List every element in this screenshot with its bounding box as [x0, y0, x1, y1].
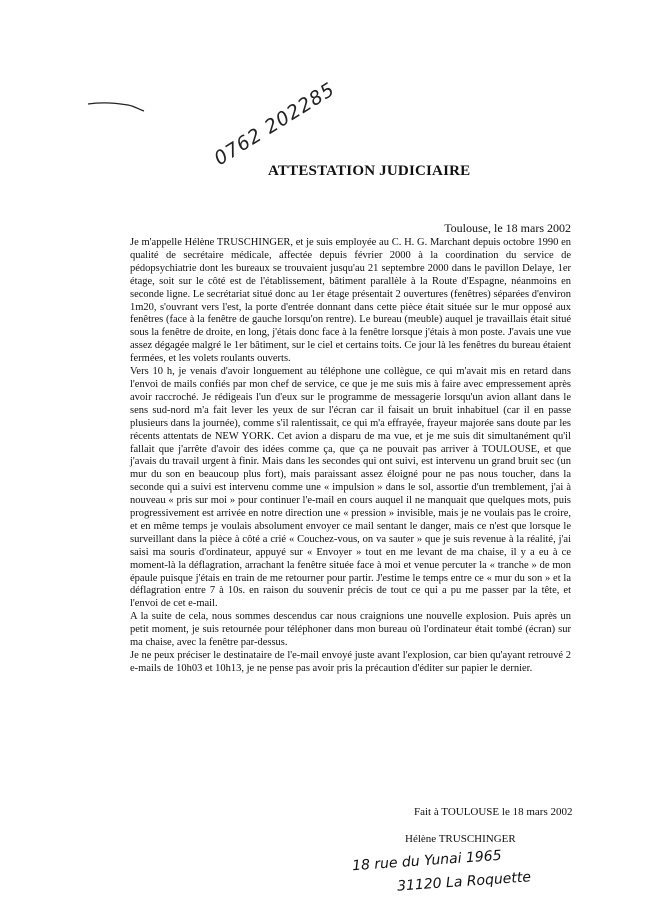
handwritten-address-line-2: 31120 La Roquette — [396, 869, 532, 895]
attestation-body — [130, 237, 571, 676]
body-paragraph: A la suite de cela, nous sommes descendus car nous craignions une nouvelle explosion. Puis après un petit moment, je suis retournée pour téléphoner dans mon bureau où l'ordinateur était tombé (écran) sur ma chaise, avec la fenêtre par-dessus. — [130, 611, 571, 649]
pen-stroke-mark — [86, 96, 146, 116]
handwritten-address-line-1: 18 rue du Yunai 1965 — [351, 847, 503, 875]
body-paragraph: Je m'appelle Hélène TRUSCHINGER, et je suis employée au C. H. G. Marchant depuis octobre 1990 en qualité de secrétaire médicale, affectée depuis février 2000 à la coordination du service de pédopsychiatrie dont les bureaux se trouvaient jusqu'au 21 septembre 2000 dans le pavillon Delaye, 1er étage, soit sur le côté est de l'établissement, bâtiment parallèle à la Route d'Espagne, néanmoins en seconde ligne. Le secrétariat situé donc au 1er étage présentait 2 ouvertures (fenêtres) séparées d'environ 1m20, s'ouvrant vers l'est, la porte d'entrée donnant dans cette pièce était située sur le mur opposé aux fenêtres (face à la fenêtre de gauche lorsqu'on rentre). Le bureau (meuble) auquel je travaillais était situé sous la fenêtre de droite, en long, j'étais donc face à la fenêtre lorsque j'étais à mon poste. J'avais une vue assez dégagée malgré le 1er bâtiment, sur le ciel et certains toits. Ce jour là les fenêtres du bureau étaient fermées, et les volets roulants ouverts. — [130, 237, 571, 365]
place-date: Toulouse, le 18 mars 2002 — [444, 221, 571, 235]
handwritten-reference-number: 0762 202285 — [210, 78, 339, 170]
signature-place-date: Fait à TOULOUSE le 18 mars 2002 — [414, 806, 573, 818]
body-paragraph: Vers 10 h, je venais d'avoir longuement au téléphone une collègue, ce qui m'avait mis en retard dans l'envoi de mails confiés par mon chef de service, ce que je me suis mis à faire avec empressement après avoir raccroché. Je rédigeais l'un d'eux sur le programme de messagerie lorsqu'un avion allant dans le sens sud-nord m'a fait lever les yeux de sur l'écran car il faisait un bruit inhabituel (car il en passe plusieurs dans la journée), comme s'il ralentissait, ce qui m'a effrayée, frayeur majorée sans doute par les récents attentats de NEW YORK. Cet avion a disparu de ma vue, et je me suis dit simultanément qu'il fallait que j'arrête d'avoir des idées comme ça, que ça ne pouvait pas arriver à TOULOUSE, et que j'avais du travail urgent à finir. Mais dans les secondes qui ont suivi, est intervenu un grand bruit sec (un mur du son en beaucoup plus fort), mais paraissant assez éloigné pour ne pas nous toucher, dans la seconde qui a suivi est intervenu comme une « impulsion » dans le sol, assortie d'un tremblement, j'ai à nouveau « pris sur moi » pour continuer l'e-mail en cours auquel il ne manquait que quelques mots, puis progressivement est arrivée en notre direction une « pression » invisible, mais je ne voulais pas le croire, et en même temps je voulais absolument envoyer ce mail sentant le danger, mais ce n'est que lorsque le surveillant dans la pièce à côté a crié « Couchez-vous, on va sauter » que je suis revenue à la réalité, j'ai saisi ma souris d'ordinateur, appuyé sur « Envoyer » tout en me levant de ma chaise, il y a eu à ce moment-là la déflagration, arrachant la fenêtre située face à moi et venue percuter la « tranche » de mon épaule puisque j'étais en train de me retourner pour partir. J'estime le temps entre ce « mur du son » et la déflagration entre 7 à 10s. en raison du souvenir précis de tout ce qui a pu me passer par la tête, et l'envoi de cet e-mail. — [130, 366, 571, 610]
body-paragraph: Je ne peux préciser le destinataire de l'e-mail envoyé juste avant l'explosion, car bien qu'ayant retrouvé 2 e-mails de 10h03 et 10h13, je ne pense pas avoir pris la précaution d'éditer sur papier le dernier. — [130, 650, 571, 674]
document-title: ATTESTATION JUDICIAIRE — [268, 163, 471, 179]
signature-name: Hélène TRUSCHINGER — [405, 833, 516, 845]
